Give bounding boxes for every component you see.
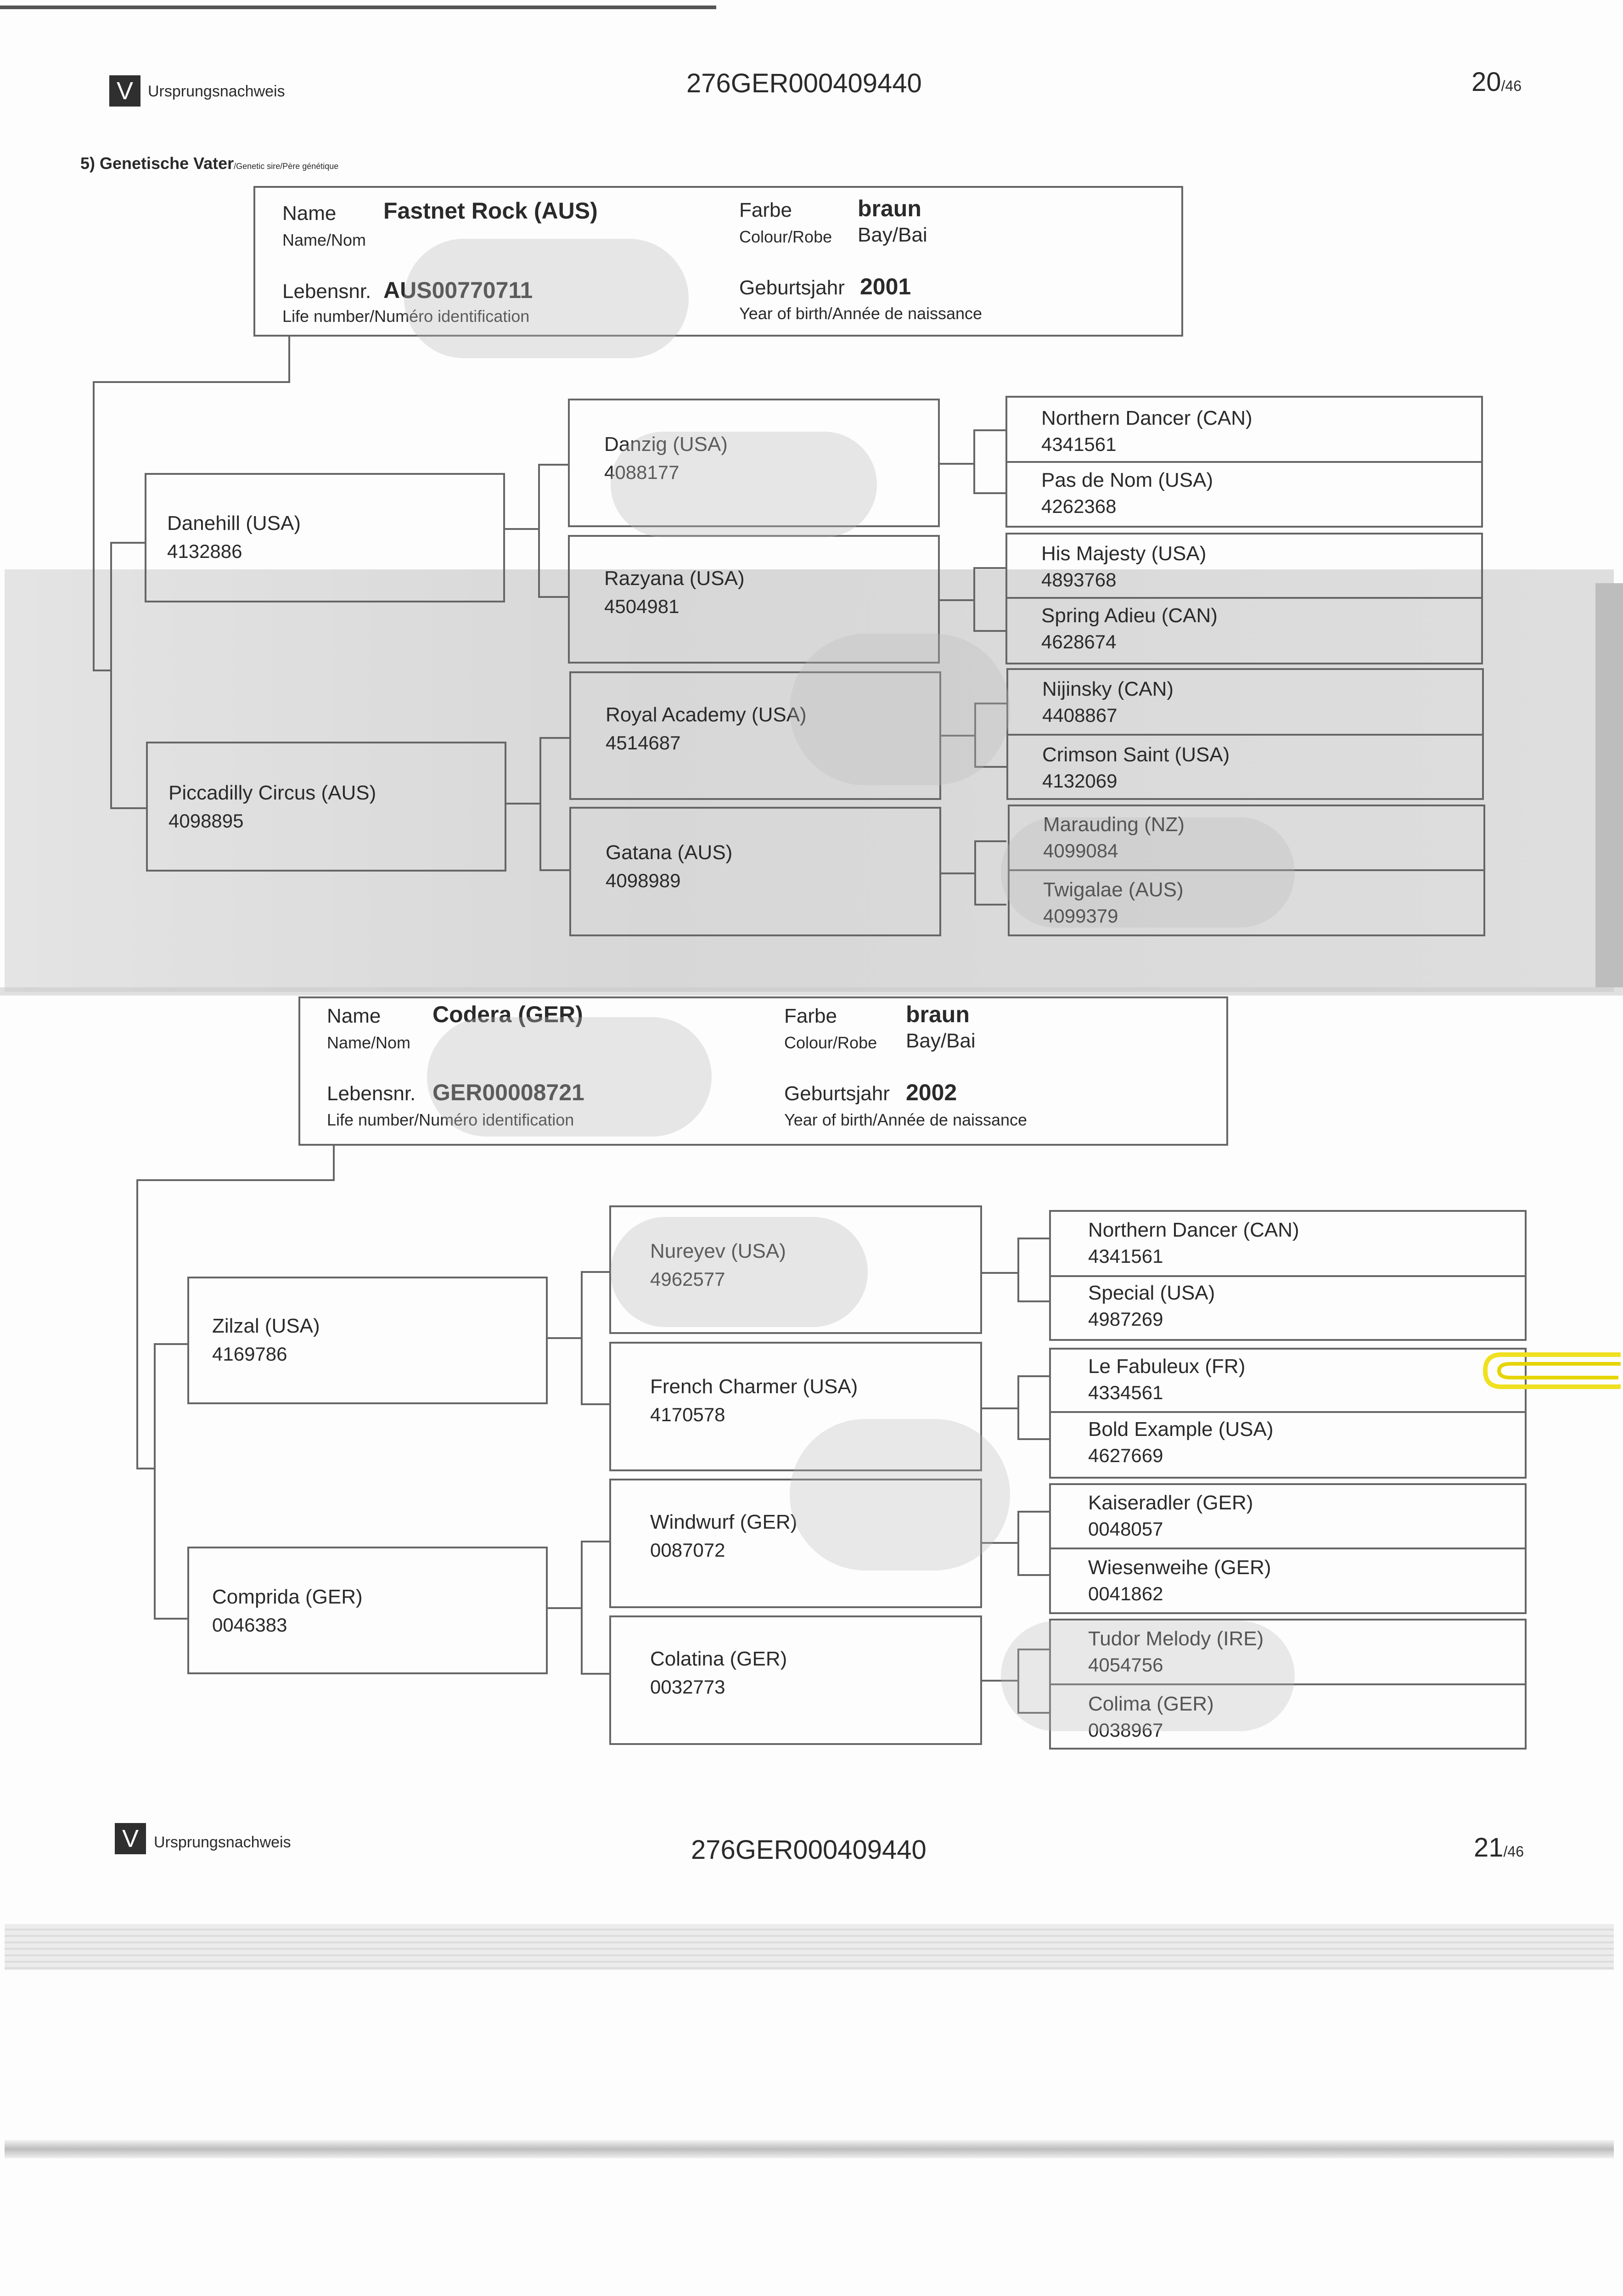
dam-colour: braun bbox=[906, 1002, 970, 1027]
logo: V bbox=[115, 1823, 146, 1854]
pedigree-connector-line bbox=[333, 1146, 335, 1180]
pedigree-connector-line bbox=[136, 1179, 335, 1181]
pedigree-connector-line bbox=[974, 840, 976, 905]
sire-grandparent-name: Razyana (USA) bbox=[604, 567, 745, 590]
dam-grandparent-name: Windwurf (GER) bbox=[650, 1511, 797, 1533]
pedigree-connector-line bbox=[506, 803, 541, 805]
colour-label: Farbe bbox=[784, 1005, 837, 1027]
pedigree-connector-line bbox=[93, 670, 111, 671]
dam-ggp-number: 4334561 bbox=[1088, 1382, 1163, 1403]
pedigree-connector-line bbox=[1017, 1511, 1050, 1513]
page-number: 21/46 bbox=[1474, 1833, 1524, 1863]
pedigree-connector-line bbox=[154, 1343, 156, 1619]
sire-name: Fastnet Rock (AUS) bbox=[383, 198, 598, 224]
pedigree-connector-line bbox=[1049, 1275, 1527, 1277]
dam-ggp-name: Northern Dancer (CAN) bbox=[1088, 1219, 1299, 1241]
pedigree-connector-line bbox=[973, 567, 1005, 569]
dam-colour-en: Bay/Bai bbox=[906, 1030, 976, 1052]
dam-ggp-name: Colima (GER) bbox=[1088, 1693, 1214, 1715]
dam-grandparent-name: Nureyev (USA) bbox=[650, 1240, 786, 1262]
sire-ggp-name: Spring Adieu (CAN) bbox=[1041, 604, 1218, 627]
pedigree-connector-line bbox=[93, 381, 290, 383]
pedigree-connector-line bbox=[581, 1541, 611, 1542]
life-number-label: Lebensnr. bbox=[327, 1082, 416, 1105]
sire-ggp-name: Pas de Nom (USA) bbox=[1041, 469, 1213, 491]
sire-parent-name: Danehill (USA) bbox=[167, 512, 301, 535]
dam-ggp-number: 4054756 bbox=[1088, 1654, 1163, 1676]
pedigree-connector-line bbox=[1049, 1548, 1527, 1549]
dam-parent-name: Zilzal (USA) bbox=[212, 1315, 320, 1337]
stamp-watermark bbox=[1001, 1621, 1295, 1731]
page-crease bbox=[0, 987, 1623, 996]
dam-ggp-name: Le Fabuleux (FR) bbox=[1088, 1355, 1246, 1378]
pedigree-connector-line bbox=[1006, 734, 1484, 736]
dam-grandparent-number: 4170578 bbox=[650, 1404, 725, 1425]
scan-edge-band bbox=[5, 1924, 1614, 1970]
sire-ggp-name: Northern Dancer (CAN) bbox=[1041, 407, 1252, 429]
life-number-sub-label: Life number/Numéro identification bbox=[282, 307, 530, 326]
sire-colour-en: Bay/Bai bbox=[858, 224, 927, 246]
pedigree-connector-line bbox=[973, 429, 1005, 431]
pedigree-connector-line bbox=[581, 1271, 583, 1404]
scan-edge-line-bottom bbox=[5, 2140, 1614, 2158]
pedigree-connector-line bbox=[136, 1468, 155, 1469]
pedigree-connector-line bbox=[93, 381, 95, 670]
sire-ggp-name: Crimson Saint (USA) bbox=[1042, 743, 1230, 766]
pedigree-connector-line bbox=[973, 429, 975, 494]
pedigree-connector-line bbox=[154, 1343, 188, 1345]
dam-grandparent-number: 4962577 bbox=[650, 1268, 725, 1290]
pedigree-connector-line bbox=[1017, 1300, 1050, 1302]
birth-year-label: Geburtsjahr bbox=[739, 276, 845, 299]
paperclip bbox=[1478, 1345, 1621, 1401]
sire-parent-number: 4132886 bbox=[167, 540, 242, 562]
sire-life-number: AUS00770711 bbox=[383, 277, 533, 303]
sire-grandparent-number: 4098989 bbox=[606, 870, 681, 891]
dam-life-number: GER00008721 bbox=[432, 1080, 584, 1105]
pedigree-connector-line bbox=[538, 464, 540, 597]
dam-ggp-number: 0041862 bbox=[1088, 1583, 1163, 1604]
dam-ggp-number: 4627669 bbox=[1088, 1445, 1163, 1466]
pedigree-connector-line bbox=[973, 567, 975, 631]
dam-ggp-number: 4341561 bbox=[1088, 1245, 1163, 1267]
header-label: Ursprungsnachweis bbox=[148, 83, 285, 100]
pedigree-connector-line bbox=[973, 630, 1005, 632]
sire-ggp-number: 4893768 bbox=[1041, 569, 1117, 591]
pedigree-connector-line bbox=[974, 840, 1006, 842]
dam-grandparent-number: 0032773 bbox=[650, 1676, 725, 1698]
dam-parent-box bbox=[187, 1547, 548, 1674]
section-title: 5) Genetische Vater/Genetic sire/Père génétique bbox=[80, 154, 339, 173]
stamp-watermark bbox=[611, 1217, 868, 1327]
pedigree-connector-line bbox=[581, 1271, 611, 1273]
dam-birth-year: 2002 bbox=[906, 1080, 957, 1105]
dam-grandparent-box bbox=[609, 1615, 982, 1745]
dam-ggp-number: 0048057 bbox=[1088, 1518, 1163, 1540]
sire-parent-box bbox=[145, 473, 505, 602]
document-id: 276GER000409440 bbox=[686, 68, 922, 98]
sire-colour: braun bbox=[858, 196, 921, 221]
sire-ggp-name: Nijinsky (CAN) bbox=[1042, 678, 1174, 700]
name-sub-label: Name/Nom bbox=[327, 1033, 411, 1052]
stamp-watermark bbox=[611, 432, 877, 537]
pedigree-connector-line bbox=[940, 599, 974, 601]
birth-year-sub-label: Year of birth/Année de naissance bbox=[739, 304, 983, 323]
scan-edge-shadow bbox=[1595, 583, 1623, 987]
sire-birth-year: 2001 bbox=[860, 274, 911, 299]
dam-grandparent-number: 0087072 bbox=[650, 1539, 725, 1561]
sire-ggp-number: 4408867 bbox=[1042, 704, 1118, 726]
pedigree-connector-line bbox=[548, 1607, 582, 1609]
pedigree-connector-line bbox=[110, 807, 147, 809]
pedigree-connector-line bbox=[1017, 1238, 1050, 1239]
pedigree-connector-line bbox=[973, 492, 1005, 494]
pedigree-connector-line bbox=[1017, 1438, 1050, 1440]
colour-label: Farbe bbox=[739, 199, 792, 221]
sire-grandparent-name: Gatana (AUS) bbox=[606, 841, 733, 864]
pedigree-connector-line bbox=[538, 464, 568, 466]
dam-ggp-name: Tudor Melody (IRE) bbox=[1088, 1627, 1264, 1650]
sire-grandparent-number: 4514687 bbox=[606, 732, 681, 754]
sire-ggp-name: Marauding (NZ) bbox=[1043, 813, 1185, 836]
stamp-watermark bbox=[790, 634, 1010, 785]
pedigree-connector-line bbox=[940, 463, 974, 465]
dam-ggp-name: Bold Example (USA) bbox=[1088, 1418, 1274, 1441]
pedigree-connector-line bbox=[581, 1541, 583, 1674]
sire-ggp-name: His Majesty (USA) bbox=[1041, 542, 1207, 565]
pedigree-connector-line bbox=[1017, 1574, 1050, 1576]
sire-grandparent-name: Danzig (USA) bbox=[604, 433, 728, 456]
pedigree-connector-line bbox=[1049, 1411, 1527, 1413]
birth-year-sub-label: Year of birth/Année de naissance bbox=[784, 1110, 1028, 1129]
sire-parent-name: Piccadilly Circus (AUS) bbox=[168, 782, 376, 804]
name-label: Name bbox=[282, 202, 337, 225]
pedigree-connector-line bbox=[539, 737, 569, 739]
sire-grandparent-number: 4504981 bbox=[604, 596, 680, 617]
header-label: Ursprungsnachweis bbox=[154, 1834, 291, 1851]
dam-ggp-number: 0038967 bbox=[1088, 1719, 1163, 1741]
pedigree-connector-line bbox=[1017, 1511, 1019, 1575]
sire-ggp-number: 4132069 bbox=[1042, 770, 1118, 792]
dam-parent-name: Comprida (GER) bbox=[212, 1586, 363, 1608]
pedigree-connector-line bbox=[1017, 1375, 1019, 1440]
stamp-watermark bbox=[404, 239, 689, 358]
stamp-watermark bbox=[1001, 817, 1295, 928]
sire-parent-box bbox=[146, 742, 506, 872]
pedigree-connector-line bbox=[288, 337, 290, 383]
scan-edge-line bbox=[0, 6, 716, 9]
page-number: 20/46 bbox=[1471, 67, 1522, 97]
sire-ggp-number: 4341561 bbox=[1041, 433, 1117, 455]
colour-sub-label: Colour/Robe bbox=[784, 1033, 877, 1052]
pedigree-connector-line bbox=[539, 869, 569, 871]
pedigree-connector-line bbox=[581, 1403, 611, 1405]
sire-ggp-number: 4262368 bbox=[1041, 495, 1117, 517]
pedigree-connector-line bbox=[110, 542, 145, 544]
pedigree-connector-line bbox=[505, 528, 539, 530]
pedigree-connector-line bbox=[136, 1179, 138, 1469]
sire-parent-number: 4098895 bbox=[168, 810, 244, 832]
sire-ggp-number: 4099084 bbox=[1043, 840, 1118, 861]
pedigree-connector-line bbox=[982, 1272, 1019, 1274]
pedigree-connector-line bbox=[1005, 461, 1483, 463]
dam-grandparent-name: French Charmer (USA) bbox=[650, 1375, 858, 1398]
pedigree-connector-line bbox=[1005, 597, 1483, 599]
pedigree-connector-line bbox=[1017, 1375, 1050, 1377]
dam-name: Codera (GER) bbox=[432, 1002, 583, 1027]
pedigree-connector-line bbox=[982, 1407, 1019, 1409]
name-label: Name bbox=[327, 1005, 381, 1027]
pedigree-connector-line bbox=[941, 872, 976, 874]
sire-grandparent-box bbox=[569, 807, 941, 936]
pedigree-connector-line bbox=[548, 1337, 582, 1339]
birth-year-label: Geburtsjahr bbox=[784, 1082, 890, 1105]
dam-grandparent-name: Colatina (GER) bbox=[650, 1648, 787, 1670]
life-number-label: Lebensnr. bbox=[282, 280, 371, 303]
life-number-sub-label: Life number/Numéro identification bbox=[327, 1110, 574, 1129]
logo: V bbox=[109, 75, 140, 107]
sire-grandparent-number: 4088177 bbox=[604, 461, 680, 483]
pedigree-connector-line bbox=[1017, 1238, 1019, 1302]
dam-ggp-name: Special (USA) bbox=[1088, 1282, 1215, 1304]
document-id: 276GER000409440 bbox=[691, 1835, 927, 1865]
pedigree-connector-line bbox=[581, 1673, 611, 1675]
stamp-watermark bbox=[790, 1419, 1010, 1570]
name-sub-label: Name/Nom bbox=[282, 231, 366, 249]
sire-grandparent-name: Royal Academy (USA) bbox=[606, 703, 807, 726]
pedigree-connector-line bbox=[154, 1618, 188, 1620]
dam-parent-number: 4169786 bbox=[212, 1343, 287, 1365]
pedigree-connector-line bbox=[974, 904, 1006, 906]
dam-ggp-name: Kaiseradler (GER) bbox=[1088, 1491, 1253, 1514]
sire-ggp-number: 4099379 bbox=[1043, 905, 1118, 927]
sire-ggp-name: Twigalae (AUS) bbox=[1043, 878, 1184, 901]
pedigree-connector-line bbox=[110, 542, 112, 808]
dam-parent-number: 0046383 bbox=[212, 1614, 287, 1636]
sire-ggp-number: 4628674 bbox=[1041, 631, 1117, 653]
pedigree-connector-line bbox=[538, 596, 568, 598]
dam-ggp-number: 4987269 bbox=[1088, 1308, 1163, 1330]
stamp-watermark bbox=[427, 1017, 712, 1137]
dam-parent-box bbox=[187, 1277, 548, 1404]
dam-ggp-name: Wiesenweihe (GER) bbox=[1088, 1556, 1271, 1579]
colour-sub-label: Colour/Robe bbox=[739, 227, 832, 246]
pedigree-connector-line bbox=[539, 737, 541, 870]
